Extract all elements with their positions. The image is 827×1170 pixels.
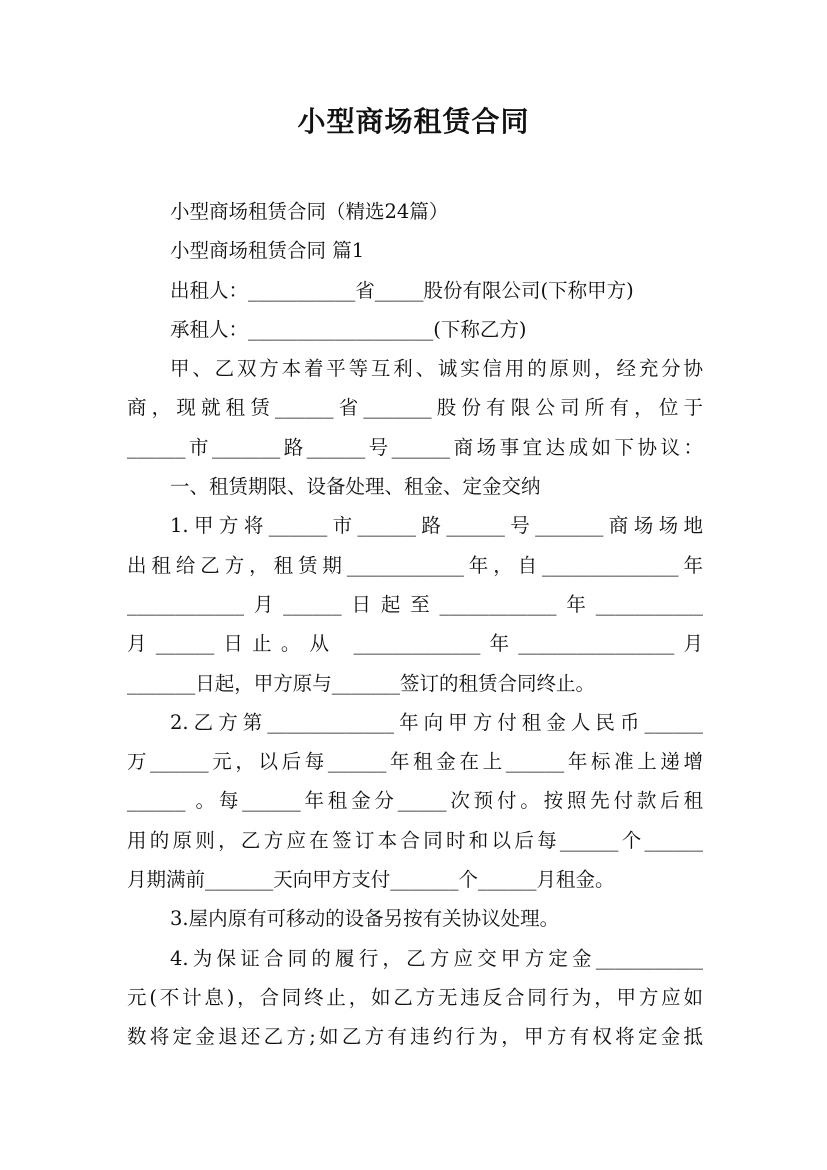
paragraph-line: 数将定金退还乙方;如乙方有违约行为，甲方有权将定金抵 [127, 1025, 703, 1049]
paragraph-line: 出租给乙方，租赁期____________年，自______________年 [127, 553, 703, 577]
paragraph-line: 4.为保证合同的履行，乙方应交甲方定金___________ [170, 946, 703, 970]
document-body [127, 192, 703, 1057]
paragraph-line: 万______元，以后每______年租金在上______年标准上递增 [127, 750, 703, 774]
paragraph-line: _______日起，甲方原与_______签订的租赁合同终止。 [127, 671, 596, 695]
clause-heading: 一、租赁期限、设备处理、租金、定金交纳 [170, 475, 541, 499]
paragraph-line: ______ 。每______年租金分_____次预付。按照先付款后租 [127, 789, 703, 813]
document-title: 小型商场租赁合同 [297, 105, 530, 138]
paragraph-line: 用的原则，乙方应在签订本合同时和以后每______个______ [127, 828, 703, 852]
paragraph-line: 2.乙方第_____________年向甲方付租金人民币______ [170, 710, 703, 734]
paragraph-line: 月期满前_______天向甲方支付_______个______月租金。 [127, 868, 615, 892]
paragraph-line: 1.甲方将______市______路______号_______商场场地 [170, 514, 703, 538]
lessor-line: 出租人：___________省_____股份有限公司(下称甲方) [170, 278, 634, 302]
paragraph-line: ______市_______路______号______商场事宜达成如下协议： [127, 435, 703, 459]
lessee-line: 承租人：___________________(下称乙方) [170, 317, 527, 341]
paragraph-line: 元(不计息)，合同终止，如乙方无违反合同行为，甲方应如 [127, 985, 703, 1009]
paragraph-line: 3.屋内原有可移动的设备另按有关协议处理。 [170, 907, 560, 931]
paragraph-line: 商，现就租赁______省_______股份有限公司所有，位于 [127, 396, 703, 420]
doc-subtitle: 小型商场租赁合同（精选24篇） [170, 200, 449, 223]
paragraph-line: 月______日止。从 _____________年________________月 [127, 632, 703, 656]
paragraph-line: ____________月______日起至____________年___________ [127, 592, 703, 616]
paragraph-line: 甲、乙双方本着平等互利、诚实信用的原则，经充分协 [170, 357, 703, 381]
section-heading: 小型商场租赁合同 篇1 [170, 239, 365, 263]
